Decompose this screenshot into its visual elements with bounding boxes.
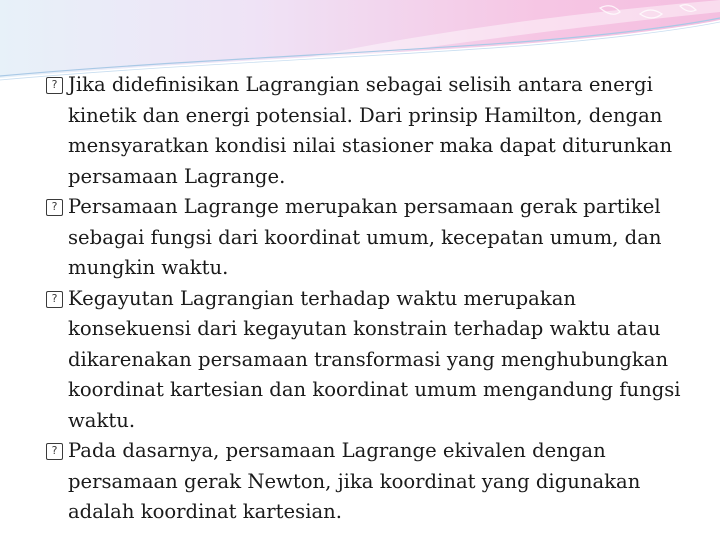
bullet-box-icon: ? [46, 199, 63, 216]
bullet-list [46, 70, 686, 528]
bullet-text: Kegayutan Lagrangian terhadap waktu merupakan konsekuensi dari kegayutan konstrain terhadap waktu atau dikarenakan persamaan transformasi yang menghubungkan koordinat kartesian dan koordinat umum mengandung fungsi waktu. [68, 286, 681, 432]
bullet-text: Persamaan Lagrange merupakan persamaan gerak partikel sebagai fungsi dari koordinat umum, kecepatan umum, dan mungkin waktu. [68, 195, 662, 279]
bullet-text: Pada dasarnya, persamaan Lagrange ekivalen dengan persamaan gerak Newton, jika koordinat yang digunakan adalah koordinat kartesian. [68, 439, 641, 523]
bullet-box-icon: ? [46, 77, 63, 94]
bullet-text: Jika didefinisikan Lagrangian sebagai selisih antara energi kinetik dan energi potensial. Dari prinsip Hamilton, dengan mensyaratkan kondisi nilai stasioner maka dapat diturunkan persamaan Lagrange. [68, 73, 673, 188]
bullet-box-icon: ? [46, 443, 63, 460]
bullet-box-icon: ? [46, 291, 63, 308]
bullet-item-equation-of-motion [46, 192, 686, 284]
bullet-item-newton-equivalence [46, 436, 686, 528]
bullet-item-lagrangian-definition [46, 70, 686, 192]
bullet-item-time-dependence [46, 284, 686, 437]
